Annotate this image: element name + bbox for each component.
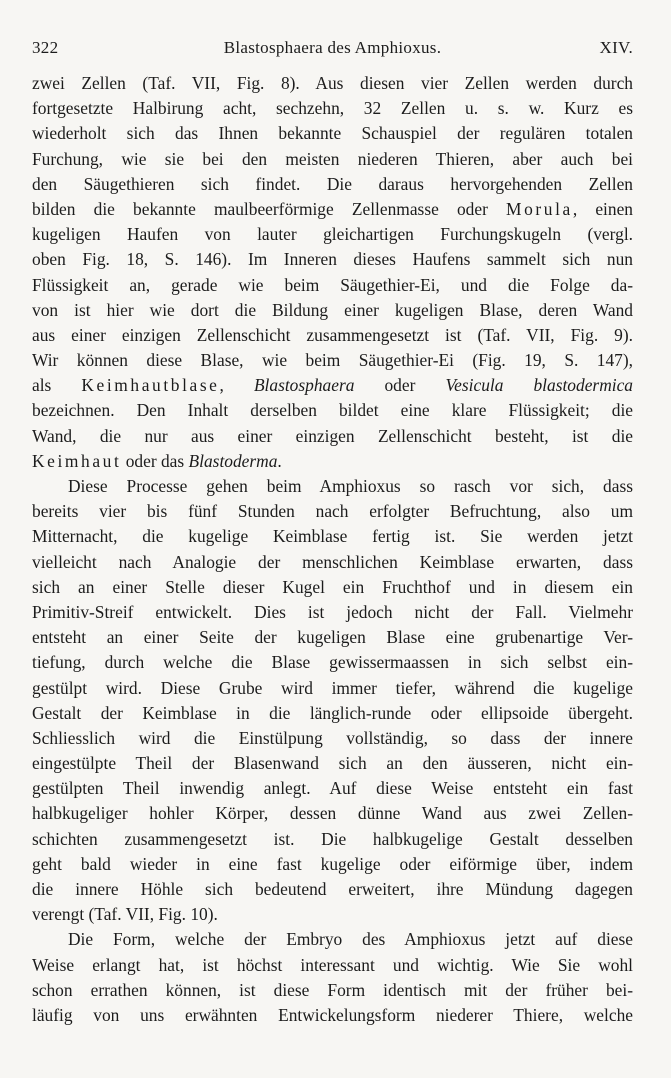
text-line: Weise erlangt hat, ist höchst interessant und wichtig. Wie Sie wohl (32, 954, 633, 975)
text-line: entsteht an einer Seite der kugeligen Blase eine grubenartige Ver- (32, 627, 633, 648)
text-line: den Säugethieren sich findet. Die daraus hervorgehenden Zellen (32, 173, 633, 194)
text-line: gestülpt wird. Diese Grube wird immer tiefer, während die kugelige (32, 677, 633, 698)
text-line: als Keimhautblase, Blastosphaera oder Vesicula blastodermica (32, 375, 633, 396)
text-line: Wand, die nur aus einer einzigen Zellenschicht besteht, ist die (32, 425, 633, 446)
text-line: Primitiv-Streif entwickelt. Dies ist jedoch nicht der Fall. Vielmehr (32, 601, 633, 622)
text-line: die innere Höhle sich bedeutend erweitert, ihre Mündung dagegen (32, 879, 633, 899)
page-number: 322 (32, 38, 59, 57)
text-line: Flüssigkeit an, gerade wie beim Säugethier-Ei, und die Folge da- (32, 274, 633, 295)
text-line: zwei Zellen (Taf. VII, Fig. 8). Aus diesen vier Zellen werden durch (32, 73, 633, 93)
text-line: kugeligen Haufen von lauter gleichartigen Furchungskugeln (vergl. (32, 224, 633, 245)
text-line: Keimhaut oder das Blastoderma. (32, 450, 282, 471)
spaced-term: Keimhaut (32, 450, 122, 471)
text-line: oben Fig. 18, S. 146). Im Inneren dieses Haufens sammelt sich nun (32, 249, 633, 270)
body-text (32, 71, 633, 1028)
text-line: wiederholt sich das Ihnen bekannte Schauspiel der regulären totalen (32, 123, 633, 144)
text-line: aus einer einzigen Zellenschicht zusammengesetzt ist (Taf. VII, Fig. 9). (32, 324, 633, 345)
text-line: schon errathen können, ist diese Form identisch mit der früher bei- (32, 979, 633, 1000)
text-line: Wir können diese Blase, wie beim Säugethier-Ei (Fig. 19, S. 147), (32, 350, 633, 371)
text-line: läufig von uns erwähnten Entwickelungsform niederer Thiere, welche (32, 1004, 633, 1025)
text-line: bezeichnen. Den Inhalt derselben bildet eine klare Flüssigkeit; die (32, 400, 633, 421)
text-line: von ist hier wie dort die Bildung einer kugeligen Blase, deren Wand (32, 299, 633, 320)
text-line: halbkugeliger hohler Körper, dessen dünne Wand aus zwei Zellen- (32, 803, 633, 824)
text-line: tiefung, durch welche die Blase gewissermaassen in sich selbst ein- (32, 652, 633, 673)
running-header (32, 32, 633, 60)
text-line: Diese Processe gehen beim Amphioxus so rasch vor sich, dass (68, 476, 633, 496)
spaced-term: Keimhautblase (81, 375, 220, 396)
text-line: bilden die bekannte maulbeerförmige Zellenmasse oder Morula, einen (32, 198, 633, 219)
italic-term: Blastoderma (188, 450, 278, 471)
text-line: Furchung, wie sie bei den meisten niederen Thieren, aber auch bei (32, 148, 633, 169)
text-line: Mitternacht, die kugelige Keimblase fertig ist. Sie werden jetzt (32, 526, 633, 547)
text-line: vielleicht nach Analogie der menschlichen Keimblase erwarten, dass (32, 551, 633, 572)
text-line: Schliesslich wird die Einstülpung vollständig, so dass der innere (32, 727, 633, 748)
text-line: verengt (Taf. VII, Fig. 10). (32, 904, 218, 925)
text-line: bereits vier bis fünf Stunden nach erfolgter Befruchtung, also um (32, 501, 633, 522)
spaced-term: Morula (506, 198, 573, 219)
text-line: eingestülpte Theil der Blasenwand sich an den äusseren, nicht ein- (32, 753, 633, 774)
text-line: sich an einer Stelle dieser Kugel ein Fruchthof und in diesem ein (32, 576, 633, 597)
running-title: Blastosphaera des Amphioxus. (223, 38, 442, 57)
chapter-number: XIV. (599, 38, 633, 57)
text-line: Die Form, welche der Embryo des Amphioxus jetzt auf diese (68, 929, 633, 950)
italic-term: Vesicula blastodermica (445, 375, 633, 396)
text-line: fortgesetzte Halbirung acht, sechzehn, 32 Zellen u. s. w. Kurz es (32, 98, 633, 119)
text-line: gestülpten Theil inwendig anlegt. Auf diese Weise entsteht ein fast (32, 778, 633, 799)
text-line: Gestalt der Keimblase in die länglich-runde oder ellipsoide übergeht. (32, 702, 633, 723)
text-line: geht bald wieder in eine fast kugelige oder eiförmige über, indem (32, 853, 633, 874)
text-line: schichten zusammengesetzt ist. Die halbkugelige Gestalt desselben (32, 828, 633, 849)
italic-term: Blastosphaera (253, 375, 355, 396)
